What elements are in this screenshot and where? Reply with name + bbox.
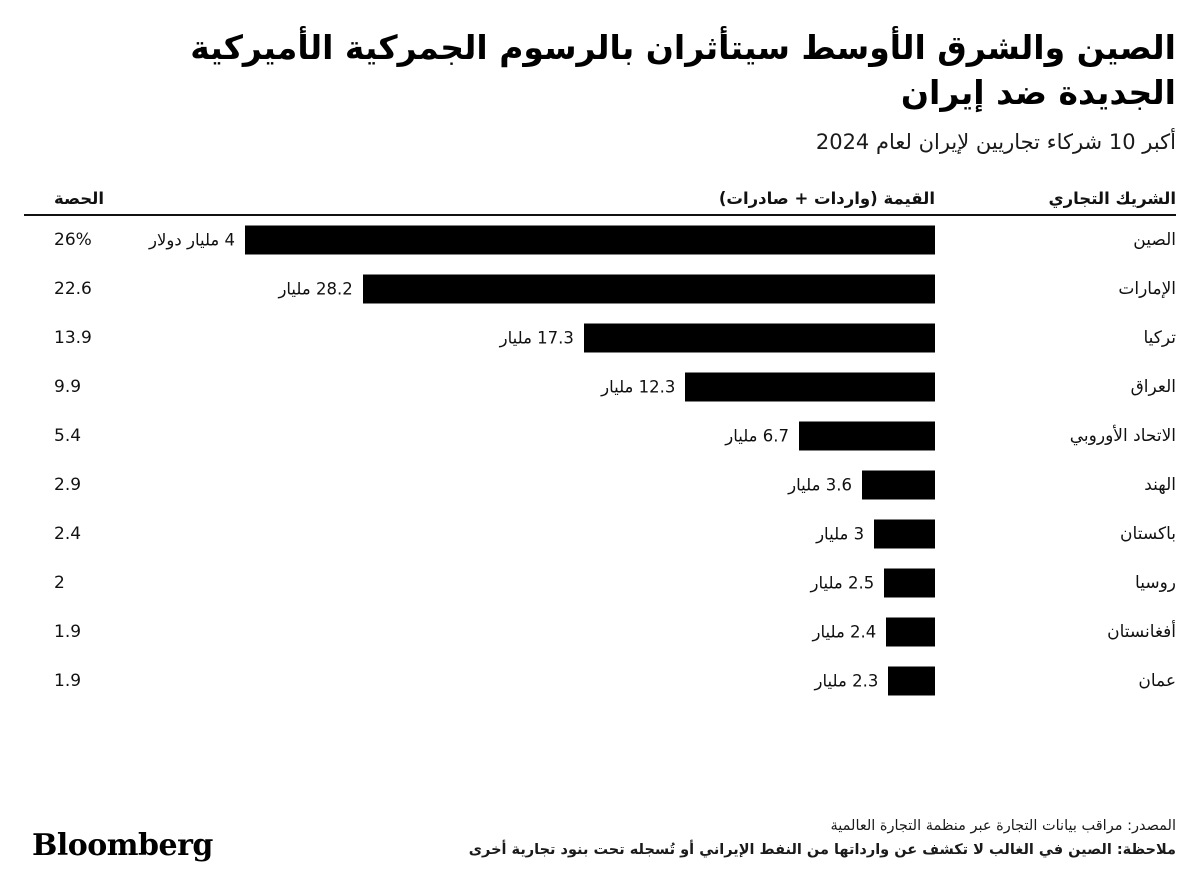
note-text: ملاحظة: الصين في الغالب لا تكشف عن وارداتها من النفط الإيراني أو تُسجله تحت بنود تجارية أخرى: [468, 842, 1176, 859]
bloomberg-logo: Bloomberg: [32, 828, 213, 863]
chart-row: [24, 559, 1176, 608]
bar: [862, 471, 935, 500]
row-share-label: 1.9: [54, 622, 82, 643]
row-share-label: 22.6: [54, 279, 92, 300]
bar-value-label: 17.3 مليار: [499, 328, 574, 348]
chart-row: [24, 608, 1176, 657]
row-category-label: تركيا: [1143, 328, 1176, 349]
bar-track: [245, 608, 935, 657]
bar: [584, 324, 935, 353]
row-share-label: 1.9: [54, 671, 82, 692]
row-category-label: العراق: [1130, 377, 1176, 398]
chart-row: [24, 412, 1176, 461]
chart-row: [24, 363, 1176, 412]
row-share-label: 2.9: [54, 475, 82, 496]
bar-track: [245, 657, 935, 706]
bar-track: [245, 265, 935, 314]
bar-track: [245, 510, 935, 559]
bar-track: [245, 461, 935, 510]
row-category-label: عمان: [1138, 671, 1176, 692]
bar: [886, 618, 935, 647]
bar-value-label: 2.4 مليار: [812, 622, 877, 642]
bar-track: [149, 216, 935, 265]
row-category-label: أفغانستان: [1107, 622, 1176, 643]
chart-row: [24, 216, 1176, 265]
bar: [884, 569, 935, 598]
bar-track: [245, 314, 935, 363]
bar-value-label: 28.2 مليار: [278, 279, 353, 299]
row-share-label: 2.4: [54, 524, 82, 545]
column-header-value: القيمة (واردات + صادرات): [718, 188, 935, 208]
row-share-label: 26%: [54, 230, 92, 251]
chart-row: [24, 265, 1176, 314]
row-share-label: 2: [54, 573, 65, 594]
bar: [685, 373, 935, 402]
bar-track: [245, 412, 935, 461]
row-category-label: باكستان: [1120, 524, 1176, 545]
chart-header: [24, 0, 1176, 154]
column-headers: [24, 180, 1176, 216]
bar: [799, 422, 935, 451]
row-category-label: الاتحاد الأوروبي: [1069, 426, 1176, 447]
chart-rows: [24, 216, 1176, 706]
bar-value-label: 12.3 مليار: [601, 377, 676, 397]
bar-value-label: 3 مليار: [816, 524, 865, 544]
bar-value-label: 4 مليار دولار: [149, 230, 235, 250]
page-subtitle: أكبر 10 شركاء تجاريين لإيران لعام 2024: [815, 129, 1176, 154]
source-text: المصدر: مراقب بيانات التجارة عبر منظمة التجارة العالمية: [830, 818, 1176, 835]
chart-row: [24, 461, 1176, 510]
row-share-label: 13.9: [54, 328, 92, 349]
row-category-label: الهند: [1144, 475, 1176, 496]
bar: [245, 226, 935, 255]
page-title: الصين والشرق الأوسط سيتأثران بالرسوم الجمركية الأميركية الجديدة ضد إيران: [190, 28, 1176, 112]
bar: [363, 275, 935, 304]
bar-value-label: 6.7 مليار: [725, 426, 790, 446]
row-category-label: الصين: [1133, 230, 1176, 251]
bar-track: [245, 363, 935, 412]
row-category-label: الإمارات: [1118, 279, 1176, 300]
row-category-label: روسيا: [1135, 573, 1176, 594]
bar-value-label: 2.3 مليار: [814, 671, 879, 691]
row-share-label: 5.4: [54, 426, 82, 447]
bar: [874, 520, 935, 549]
chart-row: [24, 510, 1176, 559]
column-header-share: الحصة: [54, 188, 105, 208]
chart-footer: [24, 815, 1176, 863]
chart-row: [24, 314, 1176, 363]
column-header-partner: الشريك التجاري: [1048, 188, 1176, 208]
bar-value-label: 3.6 مليار: [788, 475, 852, 495]
bar-value-label: 2.5 مليار: [810, 573, 875, 593]
row-share-label: 9.9: [54, 377, 82, 398]
chart-row: [24, 657, 1176, 706]
bar: [888, 667, 935, 696]
bar-track: [245, 559, 935, 608]
